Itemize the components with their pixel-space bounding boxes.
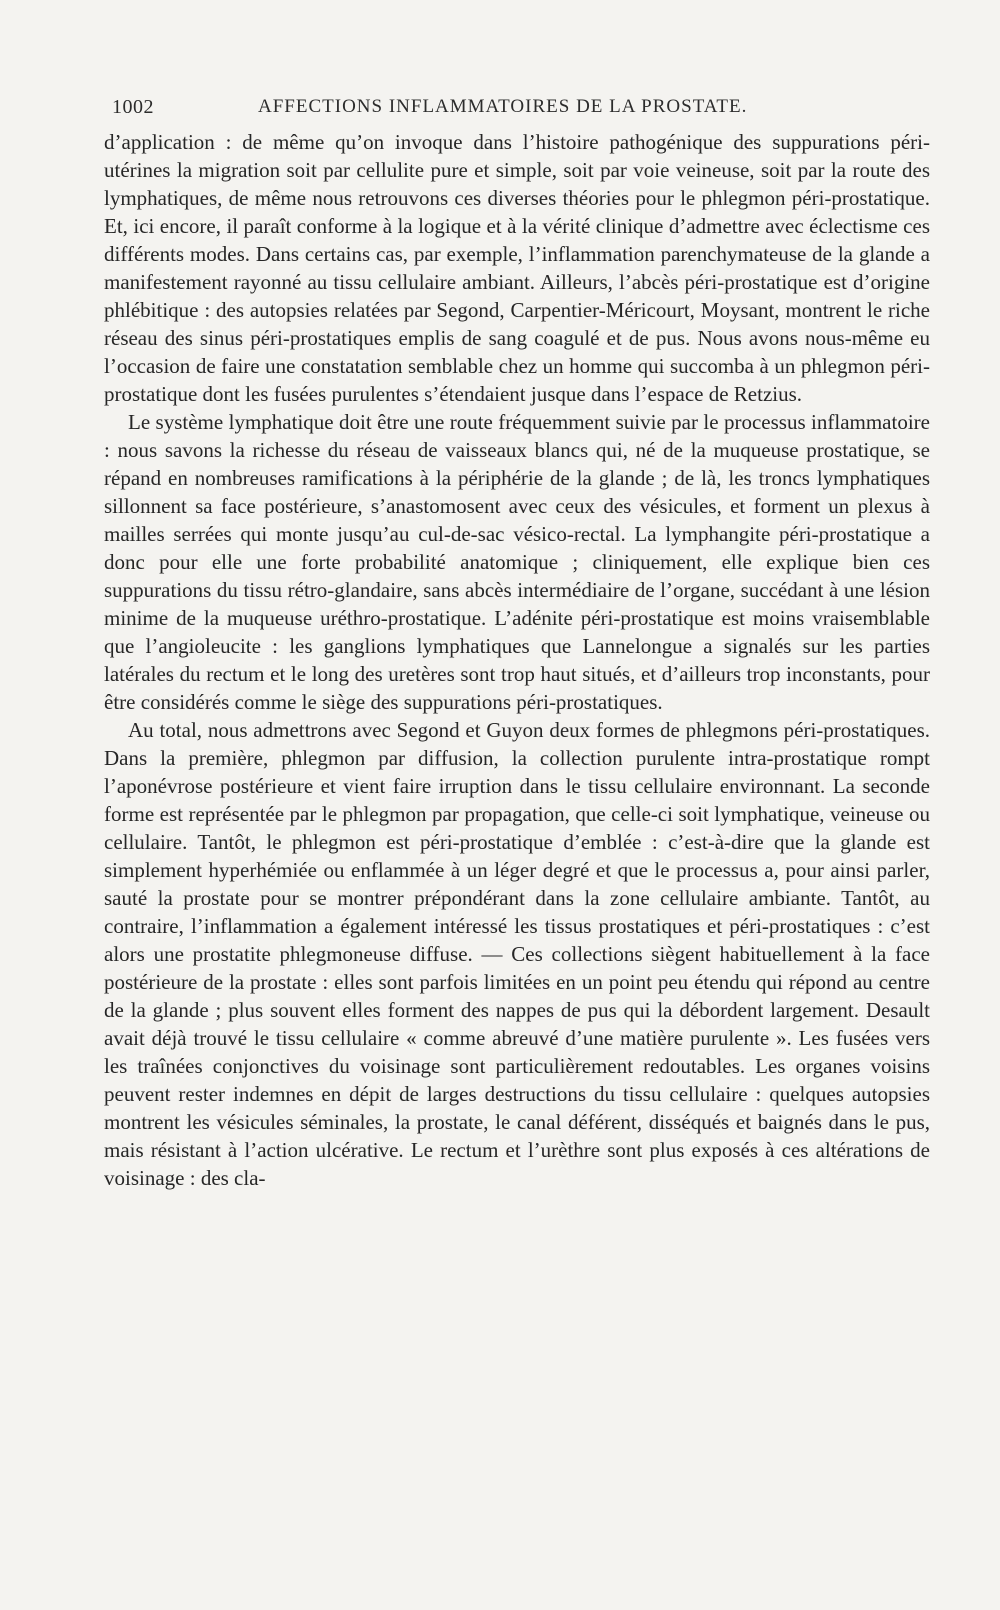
paragraph-3: Au total, nous admettrons avec Segond et Guyon deux formes de phlegmons péri-prostatiques. Dans la première, phlegmon par diffusion, la collection purulente intra-prostatique rompt l’aponévrose postérieure et vient faire irruption dans le tissu cellulaire environnant. La seconde forme est représentée par le phlegmon par propagation, que celle-ci soit lymphatique, veineuse ou cellulaire. Tantôt, le phlegmon est péri-prostatique d’emblée : c’est-à-dire que la glande est simplement hyperhémiée ou enflammée à un léger degré et que le processus a, pour ainsi parler, sauté la prostate pour se montrer prépondérant dans la zone cellulaire ambiante. Tantôt, au contraire, l’inflammation a également intéressé les tissus prostatiques et péri-prostatiques : c’est alors une prostatite phlegmoneuse diffuse. — Ces collections siègent habituellement à la face postérieure de la prostate : elles sont parfois limitées en un point peu étendu qui répond au centre de la glande ; plus souvent elles forment des nappes de pus qui la débordent largement. Desault avait déjà trouvé le tissu cellulaire « comme abreuvé d’une matière purulente ». Les fusées vers les traînées conjonctives du voisinage sont particulièrement redoutables. Les organes voisins peuvent rester indemnes en dépit de larges destructions du tissu cellulaire : quelques autopsies montrent les vésicules séminales, la prostate, le canal déférent, disséqués et baignés dans le pus, mais résistant à l’action ulcérative. Le rectum et l’urèthre sont plus exposés à ces altérations de voisinage : des cla- [104,718,930,1190]
paragraph-1: d’application : de même qu’on invoque dans l’histoire pathogénique des suppurations péri-utérines la migration soit par cellulite pure et simple, soit par voie veineuse, soit par la route des lymphatiques, de même nous retrouvons ces diverses théories pour le phlegmon péri-prostatique. Et, ici encore, il paraît conforme à la logique et à la vérité clinique d’admettre avec éclectisme ces différents modes. Dans certains cas, par exemple, l’inflammation parenchymateuse de la glande a manifestement rayonné au tissu cellulaire ambiant. Ailleurs, l’abcès péri-prostatique est d’origine phlébitique : des autopsies relatées par Segond, Carpentier-Méricourt, Moysant, montrent le riche réseau des sinus péri-prostatiques emplis de sang coagulé et de pus. Nous avons nous-même eu l’occasion de faire une constatation semblable chez un homme qui succomba à un phlegmon péri-prostatique dont les fusées purulentes s’étendaient jusque dans l’espace de Retzius. [104,130,930,406]
page-number: 1002 [112,96,154,118]
paragraph-2: Le système lymphatique doit être une route fréquemment suivie par le processus inflammatoire : nous savons la richesse du réseau de vaisseaux blancs qui, né de la muqueuse prostatique, se répand en nombreuses ramifications à la périphérie de la glande ; de là, les troncs lymphatiques sillonnent sa face postérieure, s’anastomosent avec ceux des vésicules, et forment un plexus à mailles serrées qui monte jusqu’au cul-de-sac vésico-rectal. La lymphangite péri-prostatique a donc pour elle une forte probabilité anatomique ; cliniquement, elle explique bien ces suppurations du tissu rétro-glandaire, sans abcès intermédiaire de l’organe, succédant à une lésion minime de la muqueuse uréthro-prostatique. L’adénite péri-prostatique est moins vraisemblable que l’angioleucite : les ganglions lymphatiques que Lannelongue a signalés sur les parties latérales du rectum et le long des uretères sont trop haut situés, et d’ailleurs trop inconstants, pour être considérés comme le siège des suppurations péri-prostatiques. [104,410,930,714]
running-head [104,92,930,124]
body-text [104,128,930,1192]
book-page [104,92,930,1192]
running-title: AFFECTIONS INFLAMMATOIRES DE LA PROSTATE. [258,96,748,117]
